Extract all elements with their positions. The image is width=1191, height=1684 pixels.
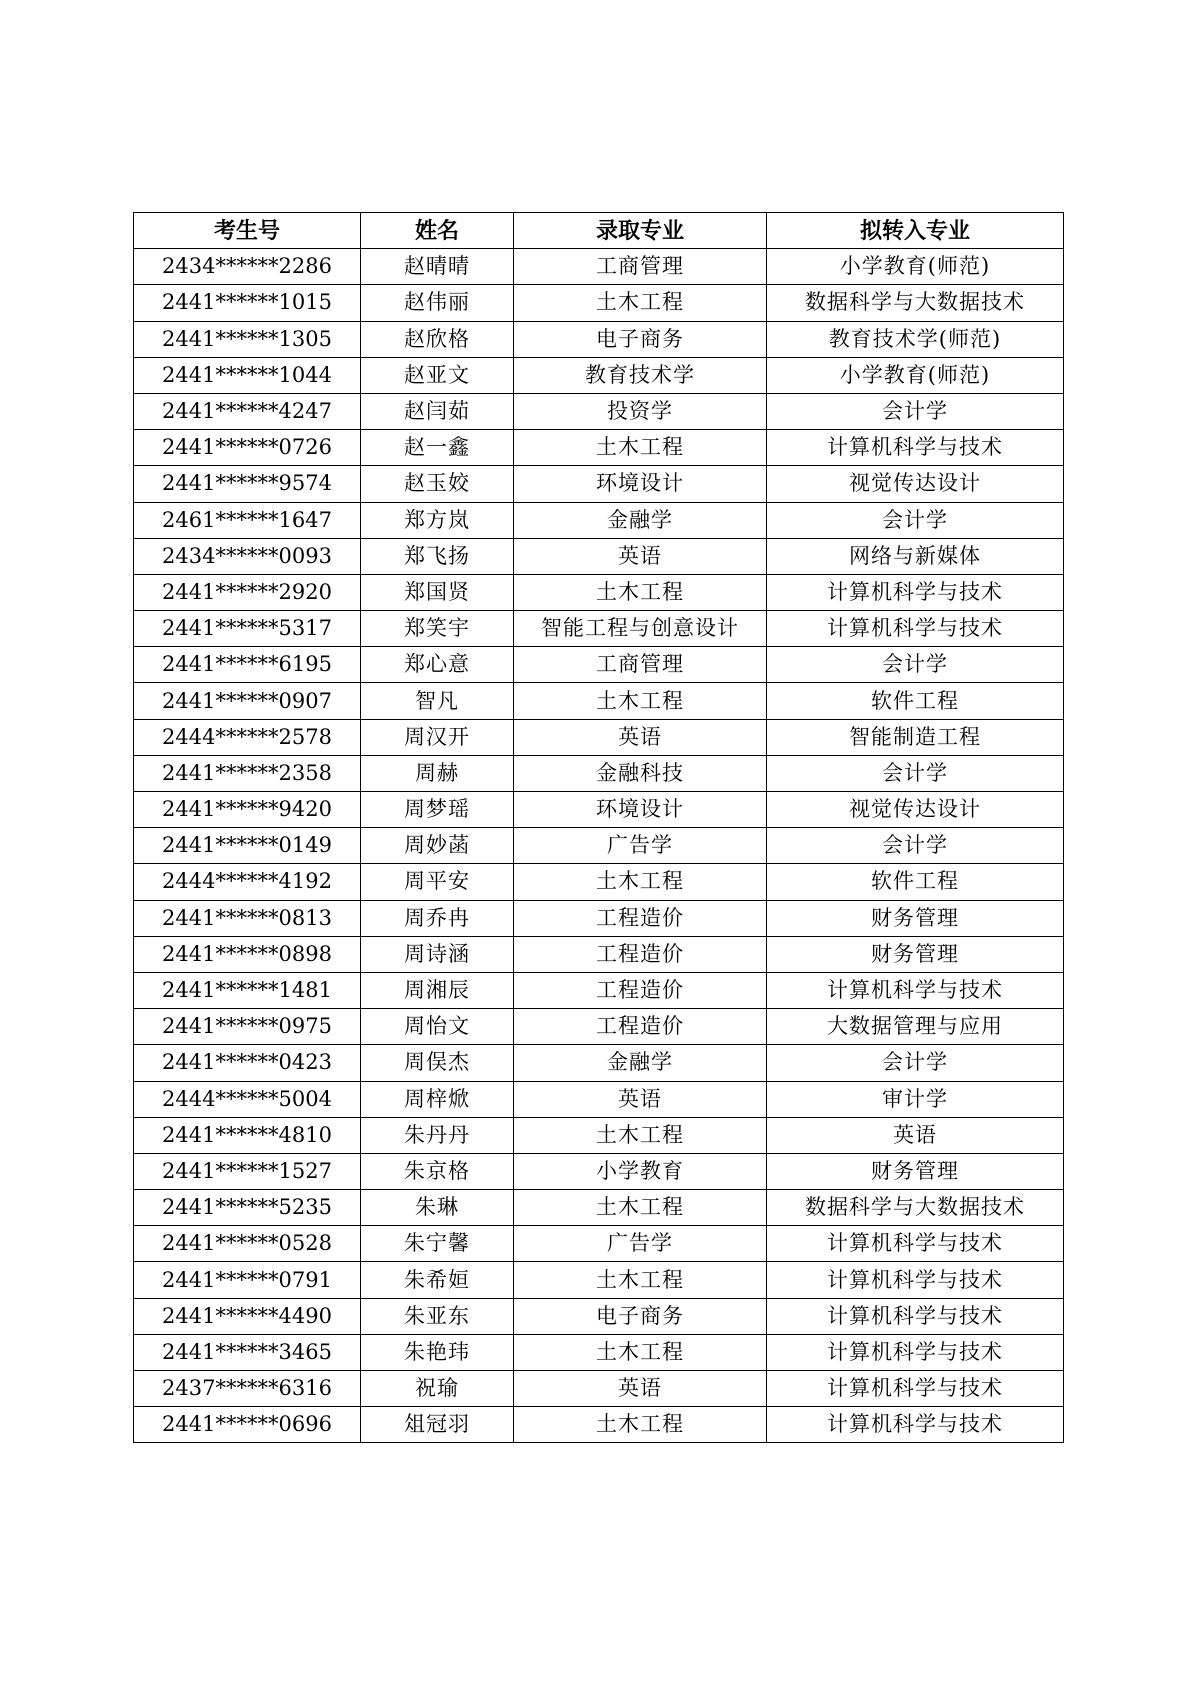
cell-admitted-major: 工商管理 (514, 249, 767, 285)
cell-exam-number: 2441******4247 (134, 393, 361, 429)
cell-exam-number: 2444******2578 (134, 719, 361, 755)
cell-target-major: 计算机科学与技术 (767, 1298, 1064, 1334)
cell-name: 周乔冉 (361, 900, 514, 936)
cell-exam-number: 2441******4810 (134, 1117, 361, 1153)
cell-target-major: 网络与新媒体 (767, 538, 1064, 574)
cell-exam-number: 2441******9420 (134, 792, 361, 828)
table-row (134, 285, 1064, 321)
cell-target-major: 教育技术学(师范) (767, 321, 1064, 357)
table-row (134, 1334, 1064, 1370)
table-row (134, 249, 1064, 285)
cell-exam-number: 2434******2286 (134, 249, 361, 285)
cell-target-major: 英语 (767, 1117, 1064, 1153)
table-row (134, 574, 1064, 610)
cell-target-major: 财务管理 (767, 1153, 1064, 1189)
table-row (134, 321, 1064, 357)
cell-target-major: 审计学 (767, 1081, 1064, 1117)
cell-name: 周梦瑶 (361, 792, 514, 828)
cell-admitted-major: 土木工程 (514, 430, 767, 466)
table-row (134, 1153, 1064, 1189)
table-row (134, 466, 1064, 502)
cell-target-major: 数据科学与大数据技术 (767, 1190, 1064, 1226)
cell-target-major: 计算机科学与技术 (767, 1407, 1064, 1443)
cell-name: 赵玉姣 (361, 466, 514, 502)
table-header-row (134, 213, 1064, 249)
cell-exam-number: 2441******0898 (134, 936, 361, 972)
cell-exam-number: 2441******1481 (134, 972, 361, 1008)
table-row (134, 936, 1064, 972)
cell-admitted-major: 教育技术学 (514, 357, 767, 393)
table-row (134, 683, 1064, 719)
cell-target-major: 计算机科学与技术 (767, 1334, 1064, 1370)
cell-admitted-major: 英语 (514, 1081, 767, 1117)
cell-name: 赵一鑫 (361, 430, 514, 466)
cell-exam-number: 2441******0975 (134, 1009, 361, 1045)
cell-exam-number: 2441******0813 (134, 900, 361, 936)
cell-target-major: 计算机科学与技术 (767, 574, 1064, 610)
cell-exam-number: 2441******2358 (134, 755, 361, 791)
cell-admitted-major: 智能工程与创意设计 (514, 611, 767, 647)
cell-admitted-major: 小学教育 (514, 1153, 767, 1189)
cell-exam-number: 2441******1305 (134, 321, 361, 357)
cell-exam-number: 2434******0093 (134, 538, 361, 574)
cell-name: 赵亚文 (361, 357, 514, 393)
transfer-roster-table (133, 212, 1064, 1443)
cell-exam-number: 2441******4490 (134, 1298, 361, 1334)
table-row (134, 647, 1064, 683)
cell-admitted-major: 工商管理 (514, 647, 767, 683)
cell-admitted-major: 土木工程 (514, 1190, 767, 1226)
table-row (134, 1371, 1064, 1407)
cell-exam-number: 2461******1647 (134, 502, 361, 538)
cell-target-major: 小学教育(师范) (767, 249, 1064, 285)
cell-exam-number: 2441******0696 (134, 1407, 361, 1443)
cell-name: 赵闫茹 (361, 393, 514, 429)
cell-admitted-major: 英语 (514, 1371, 767, 1407)
cell-target-major: 小学教育(师范) (767, 357, 1064, 393)
table-body (134, 249, 1064, 1443)
cell-name: 朱宁馨 (361, 1226, 514, 1262)
cell-admitted-major: 电子商务 (514, 1298, 767, 1334)
cell-exam-number: 2441******5235 (134, 1190, 361, 1226)
table-row (134, 900, 1064, 936)
header-exam-number: 考生号 (134, 213, 361, 249)
table-row (134, 611, 1064, 647)
cell-name: 郑国贤 (361, 574, 514, 610)
table-row (134, 538, 1064, 574)
cell-admitted-major: 工程造价 (514, 1009, 767, 1045)
cell-target-major: 会计学 (767, 828, 1064, 864)
table-row (134, 864, 1064, 900)
cell-name: 郑方岚 (361, 502, 514, 538)
cell-target-major: 会计学 (767, 755, 1064, 791)
cell-admitted-major: 广告学 (514, 828, 767, 864)
table-row (134, 755, 1064, 791)
cell-admitted-major: 金融科技 (514, 755, 767, 791)
cell-admitted-major: 土木工程 (514, 1407, 767, 1443)
table-row (134, 357, 1064, 393)
table-row (134, 1298, 1064, 1334)
table-row (134, 792, 1064, 828)
cell-target-major: 会计学 (767, 1045, 1064, 1081)
table-row (134, 972, 1064, 1008)
cell-name: 智凡 (361, 683, 514, 719)
cell-target-major: 计算机科学与技术 (767, 1226, 1064, 1262)
cell-name: 周湘辰 (361, 972, 514, 1008)
cell-target-major: 软件工程 (767, 683, 1064, 719)
table-row (134, 828, 1064, 864)
table-row (134, 1190, 1064, 1226)
cell-target-major: 软件工程 (767, 864, 1064, 900)
table-row (134, 1407, 1064, 1443)
cell-admitted-major: 电子商务 (514, 321, 767, 357)
cell-target-major: 财务管理 (767, 900, 1064, 936)
cell-admitted-major: 工程造价 (514, 900, 767, 936)
cell-admitted-major: 投资学 (514, 393, 767, 429)
cell-admitted-major: 英语 (514, 719, 767, 755)
table-row (134, 1262, 1064, 1298)
cell-name: 朱希姮 (361, 1262, 514, 1298)
cell-target-major: 视觉传达设计 (767, 792, 1064, 828)
cell-target-major: 计算机科学与技术 (767, 1262, 1064, 1298)
cell-target-major: 计算机科学与技术 (767, 611, 1064, 647)
cell-name: 俎冠羽 (361, 1407, 514, 1443)
cell-name: 赵欣格 (361, 321, 514, 357)
cell-name: 郑心意 (361, 647, 514, 683)
table-row (134, 1117, 1064, 1153)
cell-exam-number: 2441******5317 (134, 611, 361, 647)
cell-exam-number: 2441******3465 (134, 1334, 361, 1370)
cell-name: 郑笑宇 (361, 611, 514, 647)
cell-exam-number: 2437******6316 (134, 1371, 361, 1407)
cell-exam-number: 2441******1527 (134, 1153, 361, 1189)
cell-name: 朱琳 (361, 1190, 514, 1226)
table-row (134, 1045, 1064, 1081)
cell-name: 周妙菡 (361, 828, 514, 864)
cell-exam-number: 2441******1044 (134, 357, 361, 393)
cell-admitted-major: 土木工程 (514, 683, 767, 719)
cell-admitted-major: 工程造价 (514, 936, 767, 972)
cell-target-major: 计算机科学与技术 (767, 972, 1064, 1008)
cell-exam-number: 2441******0907 (134, 683, 361, 719)
cell-name: 周梓焮 (361, 1081, 514, 1117)
cell-exam-number: 2441******6195 (134, 647, 361, 683)
cell-admitted-major: 土木工程 (514, 285, 767, 321)
table-row (134, 1009, 1064, 1045)
cell-admitted-major: 土木工程 (514, 1117, 767, 1153)
cell-name: 赵晴晴 (361, 249, 514, 285)
cell-name: 朱丹丹 (361, 1117, 514, 1153)
cell-exam-number: 2444******4192 (134, 864, 361, 900)
table-row (134, 430, 1064, 466)
cell-exam-number: 2441******0423 (134, 1045, 361, 1081)
cell-target-major: 数据科学与大数据技术 (767, 285, 1064, 321)
cell-exam-number: 2441******0528 (134, 1226, 361, 1262)
cell-target-major: 计算机科学与技术 (767, 430, 1064, 466)
cell-exam-number: 2441******2920 (134, 574, 361, 610)
cell-admitted-major: 土木工程 (514, 864, 767, 900)
cell-name: 祝瑜 (361, 1371, 514, 1407)
header-target-major: 拟转入专业 (767, 213, 1064, 249)
cell-exam-number: 2441******1015 (134, 285, 361, 321)
cell-admitted-major: 土木工程 (514, 1262, 767, 1298)
cell-name: 朱艳玮 (361, 1334, 514, 1370)
cell-target-major: 智能制造工程 (767, 719, 1064, 755)
cell-target-major: 会计学 (767, 647, 1064, 683)
cell-admitted-major: 英语 (514, 538, 767, 574)
header-name: 姓名 (361, 213, 514, 249)
cell-exam-number: 2441******0149 (134, 828, 361, 864)
cell-name: 郑飞扬 (361, 538, 514, 574)
table-row (134, 393, 1064, 429)
cell-exam-number: 2441******9574 (134, 466, 361, 502)
cell-name: 周平安 (361, 864, 514, 900)
cell-exam-number: 2441******0791 (134, 1262, 361, 1298)
cell-name: 赵伟丽 (361, 285, 514, 321)
table-row (134, 502, 1064, 538)
header-admitted-major: 录取专业 (514, 213, 767, 249)
cell-admitted-major: 工程造价 (514, 972, 767, 1008)
cell-name: 周俣杰 (361, 1045, 514, 1081)
cell-name: 周汉开 (361, 719, 514, 755)
cell-name: 朱京格 (361, 1153, 514, 1189)
cell-exam-number: 2444******5004 (134, 1081, 361, 1117)
cell-name: 周诗涵 (361, 936, 514, 972)
table-row (134, 719, 1064, 755)
cell-admitted-major: 土木工程 (514, 574, 767, 610)
cell-exam-number: 2441******0726 (134, 430, 361, 466)
table-row (134, 1081, 1064, 1117)
cell-admitted-major: 广告学 (514, 1226, 767, 1262)
cell-admitted-major: 环境设计 (514, 466, 767, 502)
cell-name: 朱亚东 (361, 1298, 514, 1334)
cell-target-major: 大数据管理与应用 (767, 1009, 1064, 1045)
cell-target-major: 会计学 (767, 502, 1064, 538)
cell-target-major: 视觉传达设计 (767, 466, 1064, 502)
cell-name: 周赫 (361, 755, 514, 791)
table-row (134, 1226, 1064, 1262)
cell-name: 周怡文 (361, 1009, 514, 1045)
cell-admitted-major: 金融学 (514, 1045, 767, 1081)
cell-admitted-major: 金融学 (514, 502, 767, 538)
cell-admitted-major: 土木工程 (514, 1334, 767, 1370)
cell-target-major: 计算机科学与技术 (767, 1371, 1064, 1407)
cell-admitted-major: 环境设计 (514, 792, 767, 828)
cell-target-major: 会计学 (767, 393, 1064, 429)
cell-target-major: 财务管理 (767, 936, 1064, 972)
